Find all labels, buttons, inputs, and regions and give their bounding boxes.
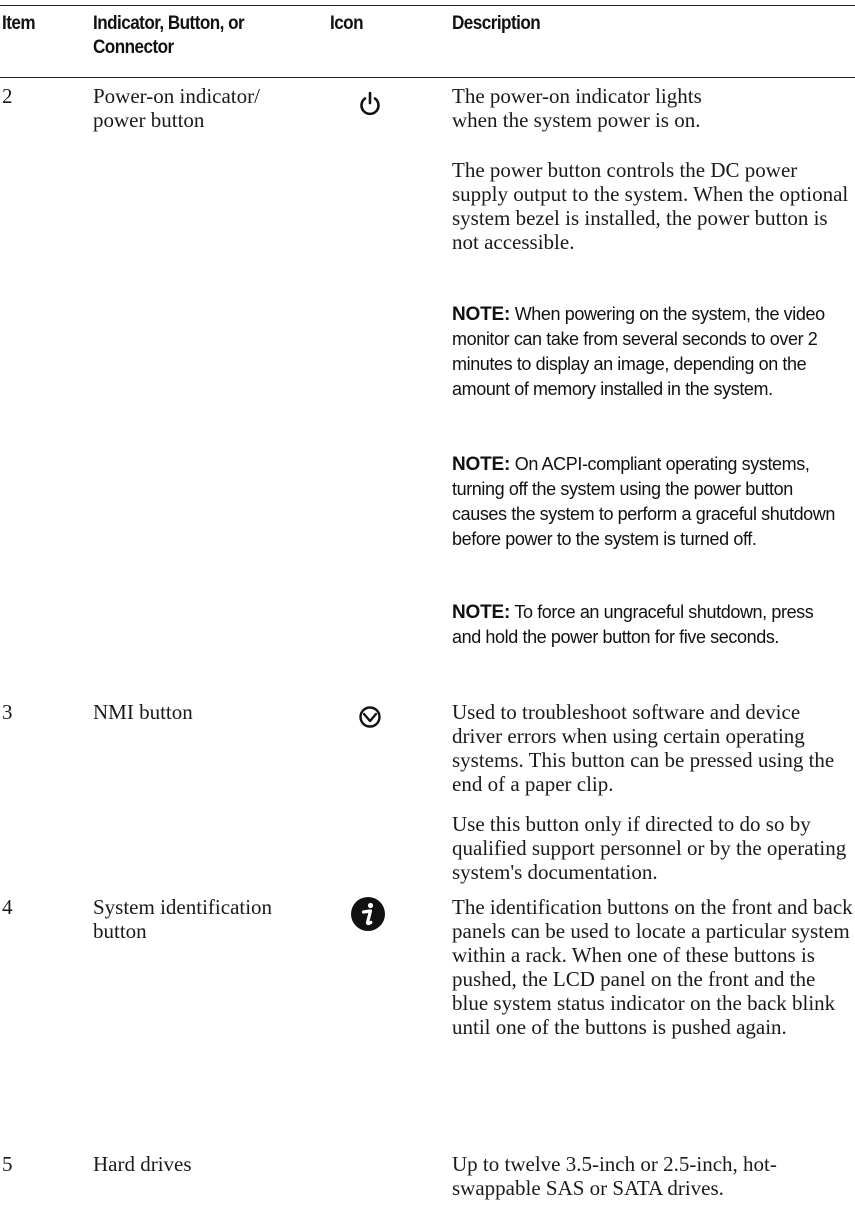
row-component-name: NMI button — [93, 700, 193, 724]
row-description-paragraph: Up to twelve 3.5-inch or 2.5-inch, hot-swappable SAS or SATA drives. — [452, 1152, 777, 1200]
note-label: NOTE: — [452, 454, 511, 475]
table-top-rule — [0, 5, 855, 6]
header-icon: Icon — [330, 13, 364, 34]
note-label: NOTE: — [452, 602, 511, 623]
note-text: When powering on the system, the video monitor can take from several seconds to over 2 minutes to display an image, depending on the amount of memory installed in the system. — [452, 304, 825, 399]
row-item-number: 4 — [2, 895, 13, 919]
row-description-paragraph: Use this button only if directed to do so by qualified support personnel or by the operating system's documentation. — [452, 812, 847, 884]
row-description-paragraph: The power button controls the DC power supply output to the system. When the optional system bezel is installed, the power button is not accessible. — [452, 158, 849, 254]
header-rule — [0, 77, 855, 78]
row-component-name: Power-on indicator/ power button — [93, 84, 260, 132]
info-icon — [350, 896, 386, 932]
power-icon — [358, 91, 382, 117]
note-block — [452, 600, 837, 650]
note-text: On ACPI-compliant operating systems, turning off the system using the power button causes the system to perform a graceful shutdown before power to the system is turned off. — [452, 454, 835, 549]
note-block — [452, 452, 842, 552]
header-item: Item — [2, 13, 36, 34]
header-indicator: Indicator, Button, or Connector — [93, 13, 245, 58]
note-text: To force an ungraceful shutdown, press and hold the power button for five seconds. — [452, 602, 814, 647]
nmi-icon — [358, 705, 382, 729]
row-item-number: 2 — [2, 84, 13, 108]
header-description: Description — [452, 13, 541, 34]
note-label: NOTE: — [452, 304, 511, 325]
note-block — [452, 302, 832, 402]
row-item-number: 5 — [2, 1152, 13, 1176]
row-description-paragraph: Used to troubleshoot software and device driver errors when using certain operating systems. This button can be pressed using the end of a paper clip. — [452, 700, 835, 796]
row-component-name: Hard drives — [93, 1152, 192, 1176]
row-description-paragraph: The power-on indicator lights when the system power is on. — [452, 84, 702, 132]
row-item-number: 3 — [2, 700, 13, 724]
row-description-paragraph: The identification buttons on the front and back panels can be used to locate a particular system within a rack. When one of these buttons is pushed, the LCD panel on the front and the blue system status indicator on the back blink until one of the buttons is pushed again. — [452, 895, 853, 1039]
row-component-name: System identification button — [93, 895, 273, 943]
